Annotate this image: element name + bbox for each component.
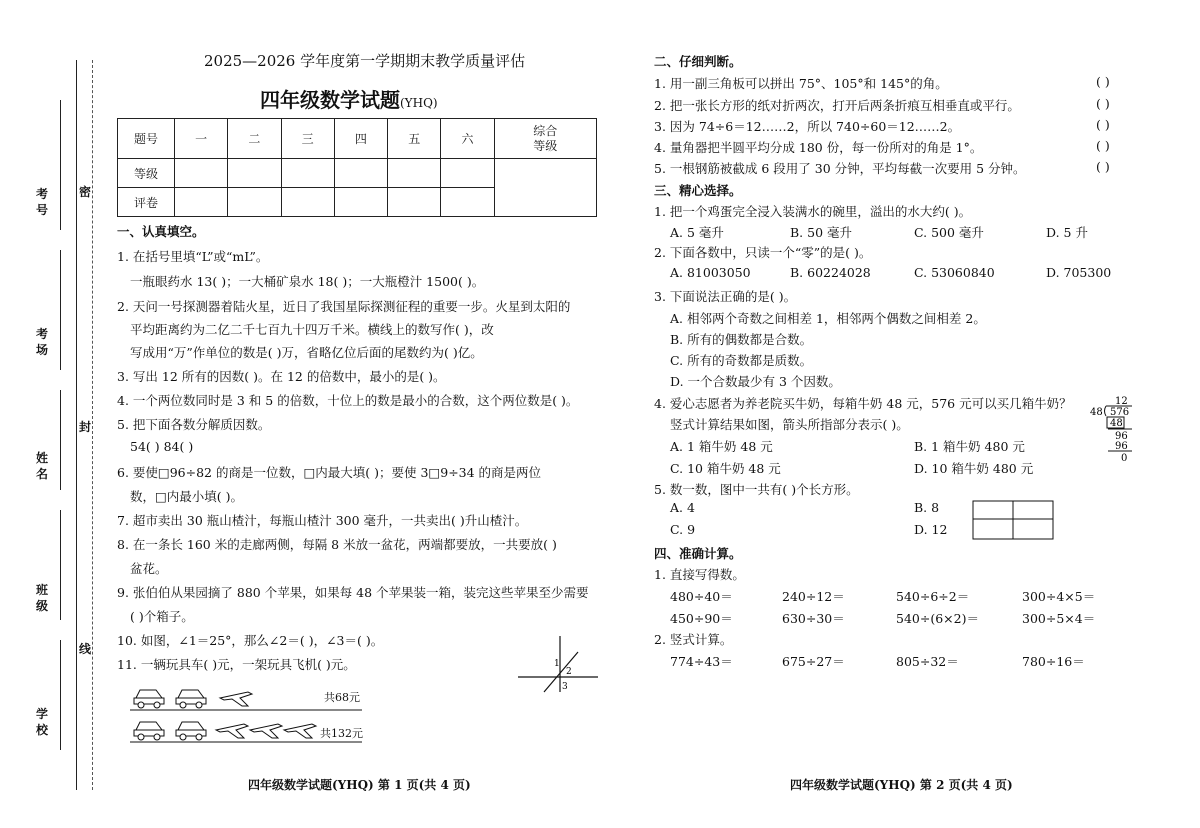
vertical-calc-item[interactable]: 675÷27＝ xyxy=(782,654,845,669)
exam-room-field[interactable] xyxy=(60,250,61,370)
calc-item[interactable]: 240÷12＝ xyxy=(782,589,845,604)
choice-q5-option-c[interactable]: C. 9 xyxy=(670,522,696,537)
choice-q5-option-a[interactable]: A. 4 xyxy=(670,500,695,515)
score-cell[interactable] xyxy=(388,188,441,217)
toy-car-icon xyxy=(176,690,206,708)
vertical-calc-item[interactable]: 805÷32＝ xyxy=(896,654,959,669)
q1-9-line2[interactable]: ( )个箱子。 xyxy=(130,609,194,624)
seal-word-mi: 密 xyxy=(78,185,91,199)
score-cell[interactable] xyxy=(175,188,228,217)
judge-answer-1[interactable]: ( ) xyxy=(1096,74,1110,89)
choice-q3-option-a[interactable]: A. 相邻两个奇数之间相差 1，相邻两个偶数之间相差 2。 xyxy=(670,311,986,326)
q1-4[interactable]: 4. 一个两位数同时是 3 和 5 的倍数，十位上的数是最小的合数，这个两位数是( )。 xyxy=(117,393,579,408)
calc-item[interactable]: 630÷30＝ xyxy=(782,611,845,626)
angle-label-3: 3 xyxy=(562,682,568,692)
score-cell[interactable] xyxy=(441,188,494,217)
division-dividend: 576 xyxy=(1110,407,1130,418)
part2-heading: 二、仔细判断。 xyxy=(654,54,742,69)
choice-q4-line2[interactable]: 竖式计算结果如图，箭头所指部分表示( )。 xyxy=(670,417,909,432)
choice-q2-option-a[interactable]: A. 81003050 xyxy=(670,265,751,280)
choice-q1-option-c[interactable]: C. 500 毫升 xyxy=(914,225,984,240)
vertical-calc-item[interactable]: 780÷16＝ xyxy=(1022,654,1085,669)
subtitle-code: (YHQ) xyxy=(400,96,438,110)
angle-figure xyxy=(516,634,600,694)
q1-8-line1[interactable]: 8. 在一条长 160 米的走廊两侧，每隔 8 米放一盆花，两端都要放，一共要放( ) xyxy=(117,537,557,552)
name-field[interactable] xyxy=(60,390,61,490)
exam-subtitle xyxy=(260,84,438,113)
score-cell[interactable] xyxy=(334,188,387,217)
calc-item[interactable]: 300÷4×5＝ xyxy=(1022,589,1096,604)
choice-q4-option-c[interactable]: C. 10 箱牛奶 48 元 xyxy=(670,461,781,476)
choice-q5-option-b[interactable]: B. 8 xyxy=(914,500,940,515)
choice-q4-option-a[interactable]: A. 1 箱牛奶 48 元 xyxy=(670,439,773,454)
seal-dashed-line xyxy=(92,60,93,790)
score-row-label: 评卷 xyxy=(118,188,175,217)
score-header-cell: 三 xyxy=(281,119,334,159)
choice-q1-option-d[interactable]: D. 5 升 xyxy=(1046,225,1088,240)
calc-item[interactable]: 540÷6÷2＝ xyxy=(896,589,970,604)
toy-total-1: 共68元 xyxy=(324,691,360,704)
toy-car-icon xyxy=(134,690,164,708)
judge-item-4: 4. 量角器把半圆平均分成 180 份，每一份所对的角是 1°。 xyxy=(654,140,983,155)
school-label: 学校 xyxy=(35,707,48,737)
score-header-cell: 二 xyxy=(228,119,281,159)
judge-answer-3[interactable]: ( ) xyxy=(1096,117,1110,132)
seal-word-feng: 封 xyxy=(78,420,91,434)
toy-plane-icon xyxy=(216,724,248,738)
q1-2-line2[interactable]: 平均距离约为二亿二千七百九十四万千米。横线上的数写作( )，改 xyxy=(130,322,494,337)
choice-q3-option-d[interactable]: D. 一个合数最少有 3 个因数。 xyxy=(670,374,841,389)
toy-car-icon xyxy=(176,722,206,740)
choice-q4-option-b[interactable]: B. 1 箱牛奶 480 元 xyxy=(914,439,1025,454)
toy-plane-icon xyxy=(284,724,316,738)
q1-6-line2[interactable]: 数，□内最小填( )。 xyxy=(130,489,244,504)
part4-heading: 四、准确计算。 xyxy=(654,546,742,561)
toy-plane-icon xyxy=(220,692,252,706)
judge-answer-2[interactable]: ( ) xyxy=(1096,96,1110,111)
division-divisor: 48 xyxy=(1090,407,1103,418)
score-cell[interactable] xyxy=(228,188,281,217)
exam-room-label: 考场 xyxy=(35,327,48,357)
q1-10[interactable]: 10. 如图，∠1＝25°，那么∠2＝( )，∠3＝( )。 xyxy=(117,633,384,648)
q1-6-line1[interactable]: 6. 要使□96÷82 的商是一位数，□内最大填( )；要使 3□9÷34 的商是两位 xyxy=(117,465,542,480)
calc-sub2: 2. 竖式计算。 xyxy=(654,632,733,647)
choice-q5-option-d[interactable]: D. 12 xyxy=(914,522,948,537)
choice-q1-option-b[interactable]: B. 50 毫升 xyxy=(790,225,853,240)
score-cell[interactable] xyxy=(281,159,334,188)
score-header-cell: 六 xyxy=(441,119,494,159)
score-cell[interactable] xyxy=(281,188,334,217)
judge-item-1: 1. 用一副三角板可以拼出 75°、105°和 145°的角。 xyxy=(654,76,948,91)
calc-sub1: 1. 直接写得数。 xyxy=(654,567,745,582)
footer-left: 四年级数学试题(YHQ) 第 1 页(共 4 页) xyxy=(248,778,471,792)
division-remainder1: 96 xyxy=(1115,431,1128,442)
angle-label-1: 1 xyxy=(554,659,560,669)
judge-item-2: 2. 把一张长方形的纸对折两次，打开后两条折痕互相垂直或平行。 xyxy=(654,98,1020,113)
score-header-cell: 四 xyxy=(334,119,387,159)
calc-item[interactable]: 450÷90＝ xyxy=(670,611,733,626)
rectangle-count-figure xyxy=(972,500,1054,540)
q1-8-line2: 盆花。 xyxy=(130,561,168,576)
q1-3[interactable]: 3. 写出 12 所有的因数( )。在 12 的倍数中，最小的是( )。 xyxy=(117,369,446,384)
choice-q3[interactable]: 3. 下面说法正确的是( )。 xyxy=(654,289,797,304)
score-cell[interactable] xyxy=(228,159,281,188)
q1-5: 5. 把下面各数分解质因数。 xyxy=(117,417,271,432)
judge-item-5: 5. 一根钢筋被截成 6 段用了 30 分钟，平均每截一次要用 5 分钟。 xyxy=(654,161,1026,176)
angle-label-2: 2 xyxy=(566,667,572,677)
toy-car-icon xyxy=(134,722,164,740)
division-bracket xyxy=(1105,406,1107,416)
q1-1: 1. 在括号里填“L”或“mL”。 xyxy=(117,249,269,264)
calc-item[interactable]: 480÷40＝ xyxy=(670,589,733,604)
toy-plane-icon xyxy=(250,724,282,738)
footer-right: 四年级数学试题(YHQ) 第 2 页(共 4 页) xyxy=(790,778,1013,792)
part3-heading: 三、精心选择。 xyxy=(654,183,742,198)
binding-line xyxy=(76,60,77,790)
score-header-cell: 一 xyxy=(175,119,228,159)
choice-q2-option-c[interactable]: C. 53060840 xyxy=(914,265,995,280)
score-cell[interactable] xyxy=(388,159,441,188)
score-header-cell: 题号 xyxy=(118,119,175,159)
q1-7[interactable]: 7. 超市卖出 30 瓶山楂汁，每瓶山楂汁 300 毫升，一共卖出( )升山楂汁。 xyxy=(117,513,528,528)
vertical-calc-item[interactable]: 774÷43＝ xyxy=(670,654,733,669)
q1-9-line1: 9. 张伯伯从果园摘了 880 个苹果，如果每 48 个苹果装一箱，装完这些苹果至少需要 xyxy=(117,585,589,600)
choice-q1-option-a[interactable]: A. 5 毫升 xyxy=(670,225,724,240)
choice-q5[interactable]: 5. 数一数，图中一共有( )个长方形。 xyxy=(654,482,859,497)
score-header-cell: 综合 等级 xyxy=(494,119,596,159)
score-table xyxy=(117,118,597,217)
score-header-cell: 五 xyxy=(388,119,441,159)
score-cell[interactable] xyxy=(441,159,494,188)
exam-number-field[interactable] xyxy=(60,100,61,230)
division-quotient: 12 xyxy=(1115,396,1128,407)
division-step2: 96 xyxy=(1115,441,1128,452)
choice-q4-line1: 4. 爱心志愿者为养老院买牛奶，每箱牛奶 48 元，576 元可以买几箱牛奶？ xyxy=(654,396,1072,411)
q1-2-line1: 2. 天问一号探测器着陆火星，近日了我国星际探测征程的重要一步。火星到太阳的 xyxy=(117,299,571,314)
choice-q3-option-c[interactable]: C. 所有的奇数都是质数。 xyxy=(670,353,813,368)
score-row-label: 等级 xyxy=(118,159,175,188)
school-field[interactable] xyxy=(60,640,61,750)
calc-item[interactable]: 540÷(6×2)＝ xyxy=(896,611,979,626)
long-division-figure xyxy=(1088,394,1138,464)
division-remainder2: 0 xyxy=(1121,453,1128,464)
exam-number-label: 考号 xyxy=(35,187,48,217)
judge-answer-5[interactable]: ( ) xyxy=(1096,159,1110,174)
subtitle-text: 四年级数学试题 xyxy=(260,88,400,112)
score-cell[interactable] xyxy=(175,159,228,188)
exam-title: 2025—2026 学年度第一学期期末教学质量评估 xyxy=(204,52,526,70)
calc-item[interactable]: 300÷5×4＝ xyxy=(1022,611,1096,626)
choice-q1[interactable]: 1. 把一个鸡蛋完全浸入装满水的碗里，溢出的水大约( )。 xyxy=(654,204,972,219)
q1-11[interactable]: 11. 一辆玩具车( )元，一架玩具飞机( )元。 xyxy=(117,657,356,672)
score-cell[interactable] xyxy=(334,159,387,188)
judge-answer-4[interactable]: ( ) xyxy=(1096,138,1110,153)
part1-heading: 一、认真填空。 xyxy=(117,224,205,239)
name-label: 姓名 xyxy=(35,451,48,481)
choice-q4-option-d[interactable]: D. 10 箱牛奶 480 元 xyxy=(914,461,1034,476)
choice-q2[interactable]: 2. 下面各数中，只读一个“零”的是( )。 xyxy=(654,245,872,260)
binding-margin xyxy=(0,0,110,828)
toy-total-2: 共132元 xyxy=(320,727,363,740)
class-label: 班级 xyxy=(35,583,48,613)
q1-5-blanks[interactable]: 54( ) 84( ) xyxy=(130,439,194,454)
score-total-cell[interactable] xyxy=(494,159,596,217)
choice-q3-option-b[interactable]: B. 所有的偶数都是合数。 xyxy=(670,332,813,347)
choice-q2-option-d[interactable]: D. 705300 xyxy=(1046,265,1112,280)
division-step1: 48 xyxy=(1110,418,1123,429)
q1-2-line3[interactable]: 写成用“万”作单位的数是( )万，省略亿位后面的尾数约为( )亿。 xyxy=(130,345,483,360)
q1-1-blanks[interactable]: 一瓶眼药水 13( )；一大桶矿泉水 18( )；一大瓶橙汁 1500( )。 xyxy=(130,274,485,289)
class-field[interactable] xyxy=(60,510,61,620)
choice-q2-option-b[interactable]: B. 60224028 xyxy=(790,265,871,280)
seal-word-xian: 线 xyxy=(78,642,91,656)
judge-item-3: 3. 因为 74÷6＝12……2，所以 740÷60＝12……2。 xyxy=(654,119,961,134)
slant-line xyxy=(544,652,578,692)
